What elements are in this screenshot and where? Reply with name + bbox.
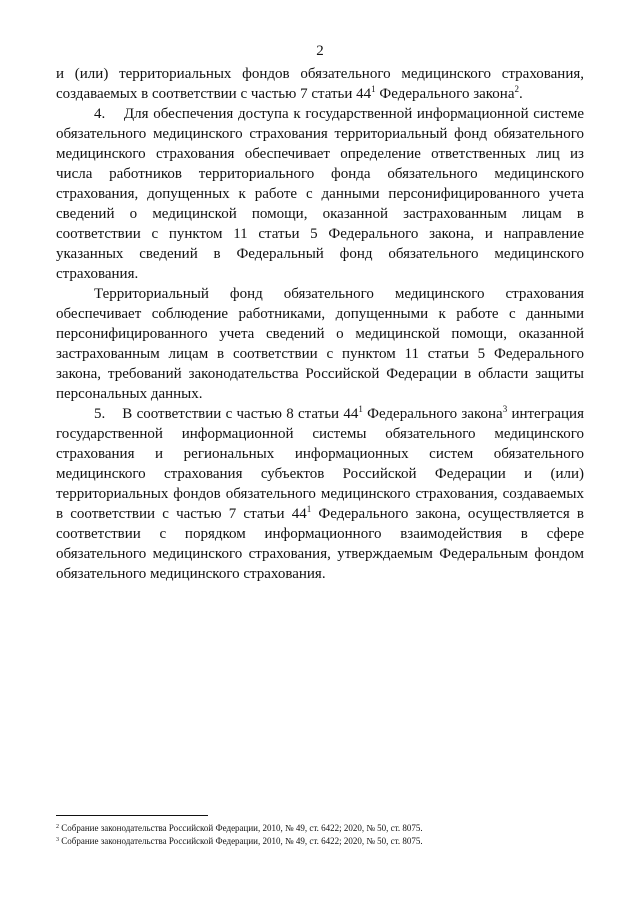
document-body	[56, 64, 584, 584]
footnote-mark: 2	[56, 824, 59, 830]
paragraph-item-5	[56, 404, 584, 584]
paragraph-text: 5. В соответствии с частью 8 статьи 44	[94, 406, 359, 422]
footnote-2	[56, 822, 596, 835]
footnote-reference: 3	[502, 404, 508, 414]
paragraph-continuation	[56, 64, 584, 104]
paragraph-text: Федерального закона	[375, 86, 515, 102]
superscript-reference: 1	[358, 404, 363, 414]
footnote-separator	[56, 815, 208, 816]
paragraph-item-4-continuation	[56, 284, 584, 404]
paragraph-text: .	[519, 86, 523, 102]
footnote-reference: 2	[514, 84, 519, 94]
page-number: 2	[316, 43, 324, 59]
paragraph-text: Федерального закона	[362, 406, 503, 422]
footnote-3	[56, 835, 596, 848]
paragraph-text: интеграция государственной информационной системы обязательного медицинского страхования и региональных информационных систем обязательного медицинского страхования субъектов Российской Федерации и (или) территориальных фондов обязательного медицинского страхования, создаваемых в соответствии с частью 7 статьи 44	[56, 406, 584, 522]
paragraph-text: 4. Для обеспечения доступа к государственной информационной системе обязательного медицинского страхования территориальный фонд обязательного медицинского страхования обеспечивает определение ответственных лиц из числа работников территориального фонда обязательного медицинского страхования, допущенных к работе с данными персонифицированного учета сведений о медицинской помощи, оказанной застрахованным лицам в соответствии с пунктом 11 статьи 5 Федерального закона, и направление указанных сведений в Федеральный фонд обязательного медицинского страхования.	[56, 106, 584, 282]
paragraph-text: и (или) территориальных фондов обязательного медицинского страхования, создаваемых в соответствии с частью 7 статьи 44	[56, 66, 584, 102]
superscript-reference: 1	[306, 504, 312, 514]
footnote-text: Собрание законодательства Российской Федерации, 2010, № 49, ст. 6422; 2020, № 50, ст. 8075.	[59, 823, 423, 833]
paragraph-text: Территориальный фонд обязательного медицинского страхования обеспечивает соблюдение работниками, допущенными к работе с данными персонифицированного учета сведений о медицинской помощи, оказанной застрахованным лицам в соответствии с пунктом 11 статьи 5 Федерального закона, требований законодательства Российской Федерации в области защиты персональных данных.	[56, 286, 584, 402]
superscript-reference: 1	[371, 84, 376, 94]
paragraph-text: Федерального закона, осуществляется в соответствии с порядком информационного взаимодействия в сфере обязательного медицинского страхования, утверждаемым Федеральным фондом обязательного медицинского страхования.	[56, 506, 584, 582]
footnotes	[56, 822, 596, 848]
footnote-mark: 3	[56, 837, 59, 843]
paragraph-item-4	[56, 104, 584, 284]
footnote-text: Собрание законодательства Российской Федерации, 2010, № 49, ст. 6422; 2020, № 50, ст. 8075.	[59, 836, 423, 846]
